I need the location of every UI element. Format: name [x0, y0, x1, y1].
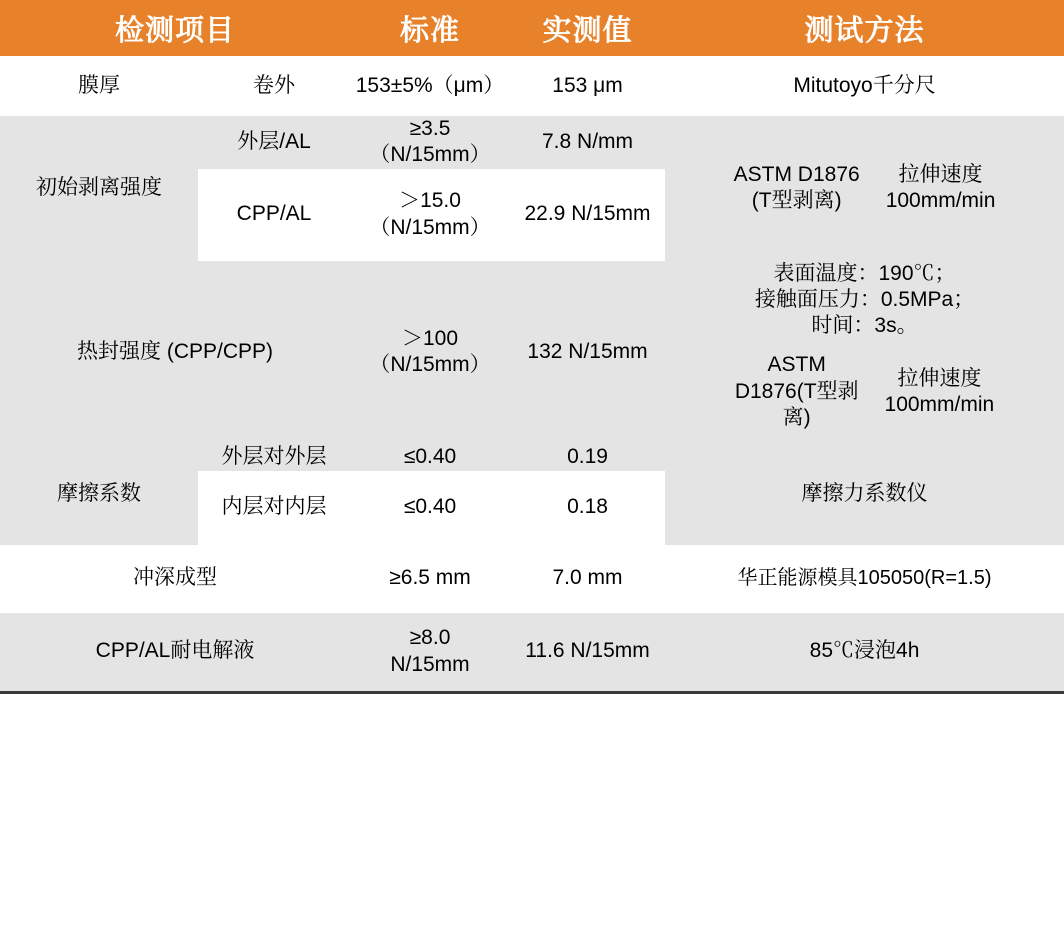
row-method-deep-drawing: 华正能源模具105050(R=1.5)	[665, 545, 1064, 613]
standard-line-2: N/15mm	[390, 652, 470, 676]
row-standard-inner-inner: ≤0.40	[350, 471, 510, 545]
row-method-film-thickness: Mitutoyo千分尺	[665, 56, 1064, 116]
table-row	[0, 56, 1064, 116]
method-right	[886, 162, 996, 215]
table-row	[0, 116, 1064, 169]
row-method-friction-coefficient: 摩擦力系数仪	[665, 444, 1064, 544]
row-standard-deep-drawing: ≥6.5 mm	[350, 545, 510, 613]
row-standard-outer-outer: ≤0.40	[350, 444, 510, 470]
header-item: 检测项目	[0, 0, 350, 56]
header-method: 测试方法	[665, 0, 1064, 56]
row-item-friction-coefficient: 摩擦系数	[0, 444, 198, 544]
method-bottom-right-line-2: 100mm/min	[884, 392, 995, 416]
row-method-electrolyte-resistance: 85℃浸泡4h	[665, 613, 1064, 691]
table-header-row	[0, 0, 1064, 56]
method-bottom-left	[735, 352, 859, 431]
method-top-line-3: 时间：3s。	[811, 314, 918, 337]
row-standard-cpp-al	[350, 169, 510, 261]
row-item-electrolyte-resistance: CPP/AL耐电解液	[0, 613, 350, 691]
row-sub-inner-inner: 内层对内层	[198, 471, 350, 545]
table-row	[0, 261, 1064, 340]
standard-line-1: ≥8.0	[409, 626, 451, 650]
header-standard: 标准	[350, 0, 510, 56]
row-measured-inner-inner: 0.18	[510, 471, 665, 545]
row-method-heat-seal-bottom	[665, 339, 1064, 444]
method-bottom-left-line-2: D1876(T型剥	[734, 379, 859, 403]
method-bottom-left-line-1: ASTM	[767, 353, 826, 377]
row-standard-outer-al	[350, 116, 510, 169]
standard-line-1: ＞15.0	[399, 189, 461, 213]
header-measured: 实测值	[510, 0, 665, 56]
table-bottom-rule	[0, 691, 1064, 694]
table-row	[0, 545, 1064, 613]
row-measured-outer-al: 7.8 N/mm	[510, 116, 665, 169]
method-left-line-1: ASTM D1876	[733, 163, 860, 186]
row-item-deep-drawing: 冲深成型	[0, 545, 350, 613]
standard-line-1: ≥3.5	[409, 117, 451, 140]
row-standard-film-thickness: 153±5%（μm）	[350, 56, 510, 116]
row-standard-electrolyte-resistance	[350, 613, 510, 691]
table-row	[0, 444, 1064, 470]
method-left	[734, 162, 860, 215]
row-item-heat-seal-strength: 热封强度 (CPP/CPP)	[0, 261, 350, 445]
row-sub-film-thickness: 卷外	[198, 56, 350, 116]
row-sub-outer-al: 外层/AL	[198, 116, 350, 169]
row-item-initial-peel-strength: 初始剥离强度	[0, 116, 198, 261]
row-sub-outer-outer: 外层对外层	[198, 444, 350, 470]
standard-line-2: （N/15mm）	[369, 143, 491, 167]
method-bottom-right-line-1: 拉伸速度	[897, 366, 982, 390]
standard-line-2: （N/15mm）	[369, 215, 491, 239]
table-row	[0, 613, 1064, 691]
row-method-heat-seal-top	[665, 261, 1064, 340]
method-top-line-2: 接触面压力：0.5MPa；	[754, 287, 975, 311]
method-left-line-2: (T型剥离)	[751, 189, 842, 213]
method-right-line-1: 拉伸速度	[898, 163, 983, 186]
standard-line-1: ＞100	[401, 327, 459, 351]
method-bottom-right	[885, 366, 995, 419]
row-method-initial-peel-strength	[665, 116, 1064, 261]
row-sub-cpp-al: CPP/AL	[198, 169, 350, 261]
row-measured-outer-outer: 0.19	[510, 444, 665, 470]
row-measured-deep-drawing: 7.0 mm	[510, 545, 665, 613]
method-right-line-2: 100mm/min	[885, 189, 996, 213]
standard-line-2: （N/15mm）	[369, 353, 491, 377]
row-measured-film-thickness: 153 μm	[510, 56, 665, 116]
row-measured-heat-seal: 132 N/15mm	[510, 261, 665, 445]
method-bottom-left-line-3: 离)	[782, 405, 811, 429]
row-item-film-thickness: 膜厚	[0, 56, 198, 116]
method-top-line-1: 表面温度：190℃；	[773, 261, 956, 285]
row-measured-cpp-al: 22.9 N/15mm	[510, 169, 665, 261]
row-measured-electrolyte-resistance: 11.6 N/15mm	[510, 613, 665, 691]
row-standard-heat-seal	[350, 261, 510, 445]
